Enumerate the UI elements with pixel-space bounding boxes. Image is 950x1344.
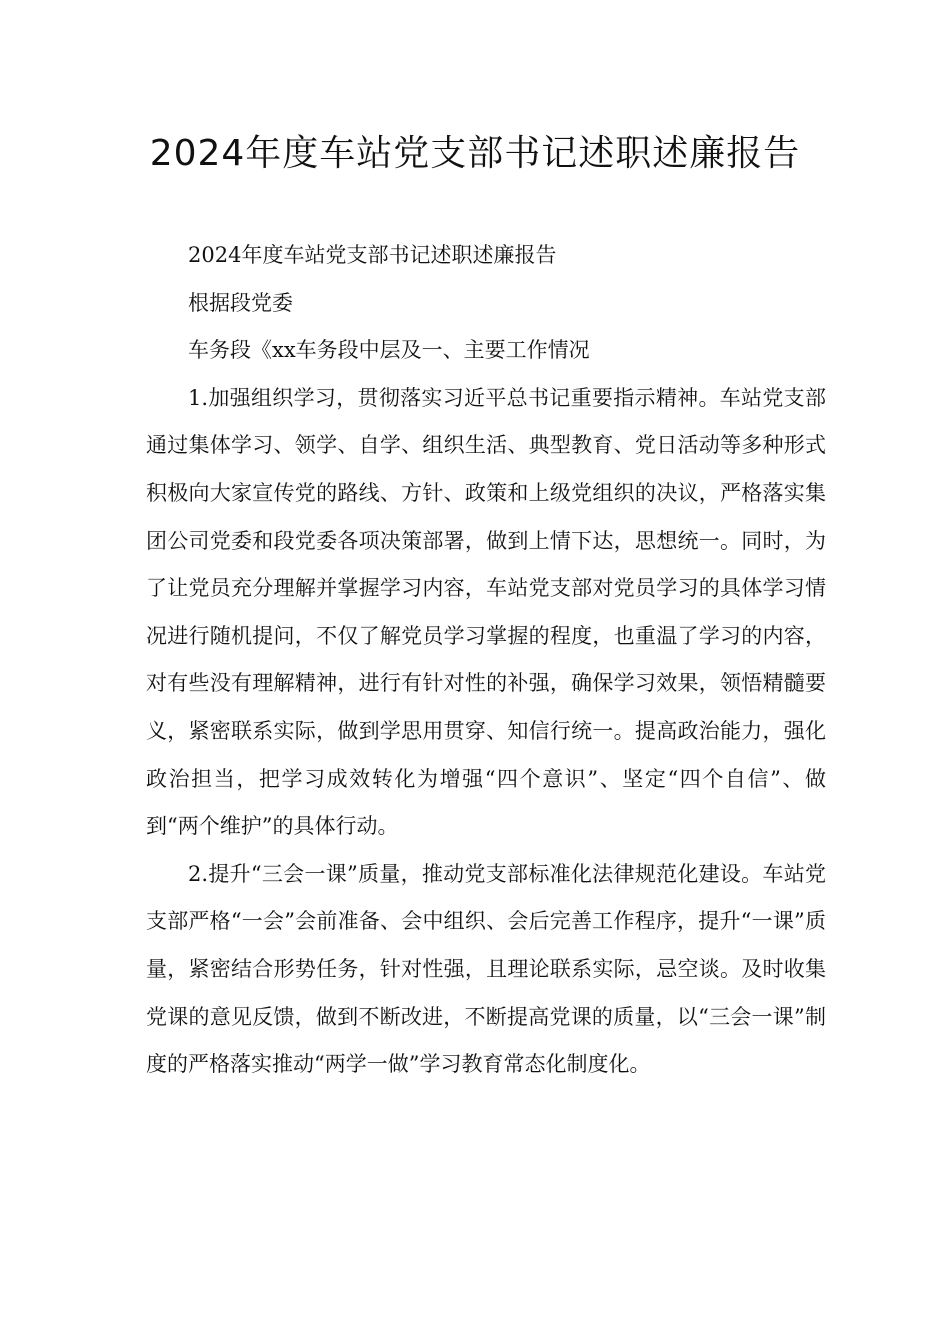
document-body [146, 232, 826, 1089]
paragraph-basis: 根据段党委 [188, 290, 293, 315]
paragraph-section-heading: 车务段《xx车务段中层及一、主要工作情况 [188, 338, 590, 363]
paragraph-item-2: 2.提升“三会一课”质量，推动党支部标准化法律规范化建设。车站党支部严格“一会”会前准备、会中组织、会后完善工作程序，提升“一课”质量，紧密结合形势任务，针对性强，且理论联系实际，忌空谈。及时收集党课的意见反馈，做到不断改进，不断提高党课的质量，以“三会一课”制度的严格落实推动“两学一做”学习教育常态化制度化。 [146, 861, 826, 1077]
paragraph-item-1: 1.加强组织学习，贯彻落实习近平总书记重要指示精神。车站党支部通过集体学习、领学、自学、组织生活、典型教育、党日活动等多种形式积极向大家宣传党的路线、方针、政策和上级党组织的决议，严格落实集团公司党委和段党委各项决策部署，做到上情下达，思想统一。同时，为了让党员充分理解并掌握学习内容，车站党支部对党员学习的具体学习情况进行随机提问，不仅了解党员学习掌握的程度，也重温了学习的内容，对有些没有理解精神，进行有针对性的补强，确保学习效果，领悟精髓要义，紧密联系实际，做到学思用贯穿、知信行统一。提高政治能力，强化政治担当，把学习成效转化为增强“四个意识”、坚定“四个自信”、做到“两个维护”的具体行动。 [146, 385, 826, 839]
document-title: 2024年度车站党支部书记述职述廉报告 [149, 133, 801, 174]
paragraph-repeat-title: 2024年度车站党支部书记述职述廉报告 [188, 243, 557, 267]
